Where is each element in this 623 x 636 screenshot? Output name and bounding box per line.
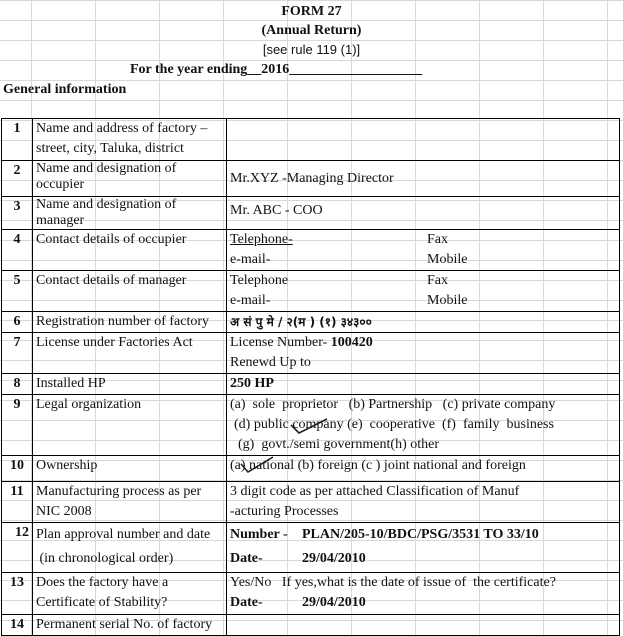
value-cell[interactable]: 250 HP (227, 374, 620, 395)
checkmark-icon (239, 456, 275, 474)
row-label: Name and designation of manager (33, 197, 227, 230)
option-line: (d) public company (e) cooperative (f) family business (234, 417, 554, 432)
value-cell[interactable] (227, 333, 620, 374)
fax-field[interactable]: Fax (427, 232, 448, 247)
date-label: Date- (230, 595, 263, 610)
row-number: 1 (2, 119, 33, 161)
row-label (33, 523, 227, 573)
email-field[interactable]: e-mail- (230, 293, 271, 308)
value-cell[interactable]: Mr. ABC - COO (227, 197, 620, 230)
row-label: License under Factories Act (33, 333, 227, 374)
label-line: Plan approval number and date (36, 527, 211, 542)
certificate-date: 29/04/2010 (302, 595, 366, 610)
row-number: 3 (2, 197, 33, 230)
row-label: Permanent serial No. of factory (33, 615, 227, 636)
table-row (2, 312, 620, 333)
row-label (33, 482, 227, 523)
table-row (2, 374, 620, 395)
table-row (2, 271, 620, 312)
plan-date: 29/04/2010 (302, 551, 366, 566)
renewed-up-to: Renewd Up to (230, 355, 311, 370)
row-label (33, 119, 227, 161)
row-number: 2 (2, 161, 33, 197)
row-label: Name and designation of occupier (33, 161, 227, 197)
row-label: Contact details of occupier (33, 230, 227, 271)
value-cell[interactable]: Mr.XYZ -Managing Director (227, 161, 620, 197)
label-line: Manufacturing process as per (36, 484, 202, 499)
label-line: (in chronological order) (36, 551, 174, 566)
value-cell[interactable] (227, 230, 620, 271)
value-cell[interactable] (227, 395, 620, 456)
row-label: Installed HP (33, 374, 227, 395)
row-number: 12 (2, 523, 33, 573)
value-cell[interactable]: अ सं पु मे / २(म ) (१) ३४३०० (227, 312, 620, 333)
row-label: Registration number of factory (33, 312, 227, 333)
value-cell[interactable] (227, 482, 620, 523)
year-ending: For the year ending__2016___________________ (130, 62, 423, 77)
row-number: 14 (2, 615, 33, 636)
table-row (2, 197, 620, 230)
table-row (2, 523, 620, 573)
row-number: 10 (2, 456, 33, 482)
value-cell[interactable] (227, 523, 620, 573)
row-number: 9 (2, 395, 33, 456)
table-row (2, 161, 620, 197)
mobile-field[interactable]: Mobile (427, 252, 468, 267)
license-number: 100420 (330, 335, 373, 350)
table-row (2, 230, 620, 271)
row-number: 11 (2, 482, 33, 523)
row-label: Legal organization (33, 395, 227, 456)
value-cell[interactable] (227, 615, 620, 636)
row-number: 6 (2, 312, 33, 333)
table-row (2, 333, 620, 374)
label-line: street, city, Taluka, district (36, 141, 184, 156)
label-line: Name and address of factory – (36, 121, 208, 136)
form-title: FORM 27 (281, 4, 342, 19)
number-label: Number - (230, 527, 288, 542)
telephone-field[interactable]: Telephone (230, 273, 289, 288)
plan-number: PLAN/205-10/BDC/PSG/3531 TO 33/10 (302, 527, 539, 542)
section-heading: General information (3, 82, 127, 97)
option-line: (g) govt./semi government(h) other (238, 437, 440, 452)
value-line: -acturing Processes (230, 504, 339, 519)
table-row (2, 456, 620, 482)
license-label: License Number- (230, 335, 331, 350)
table-row (2, 482, 620, 523)
email-field[interactable]: e-mail- (230, 252, 271, 267)
value-cell[interactable] (227, 119, 620, 161)
general-info-table (1, 118, 620, 636)
fax-field[interactable]: Fax (427, 273, 448, 288)
table-row (2, 395, 620, 456)
row-label (33, 573, 227, 615)
table-row (2, 615, 620, 636)
label-line: Certificate of Stability? (36, 595, 168, 610)
row-number: 13 (2, 573, 33, 615)
form-subtitle: (Annual Return) (261, 23, 362, 38)
row-label: Contact details of manager (33, 271, 227, 312)
form-rule: [see rule 119 (1)] (262, 42, 361, 57)
table-row (2, 119, 620, 161)
label-line: Does the factory have a (36, 575, 169, 590)
value-cell[interactable] (227, 271, 620, 312)
checkmark-icon (289, 417, 329, 435)
value-line: 3 digit code as per attached Classification of Manuf (230, 484, 520, 499)
mobile-field[interactable]: Mobile (427, 293, 468, 308)
row-number: 5 (2, 271, 33, 312)
row-number: 4 (2, 230, 33, 271)
telephone-field[interactable]: Telephone- (230, 232, 293, 247)
label-line: NIC 2008 (36, 504, 92, 519)
option-line: (a) sole proprietor (b) Partnership (c) private company (230, 397, 556, 412)
table-row (2, 573, 620, 615)
ownership-options: (a) national (b) foreign (c ) joint national and foreign (230, 458, 526, 473)
row-label: Ownership (33, 456, 227, 482)
date-label: Date- (230, 551, 263, 566)
row-number: 8 (2, 374, 33, 395)
stability-question: Yes/No If yes,what is the date of issue of the certificate? (230, 575, 556, 590)
value-cell[interactable] (227, 456, 620, 482)
value-cell[interactable] (227, 573, 620, 615)
row-number: 7 (2, 333, 33, 374)
